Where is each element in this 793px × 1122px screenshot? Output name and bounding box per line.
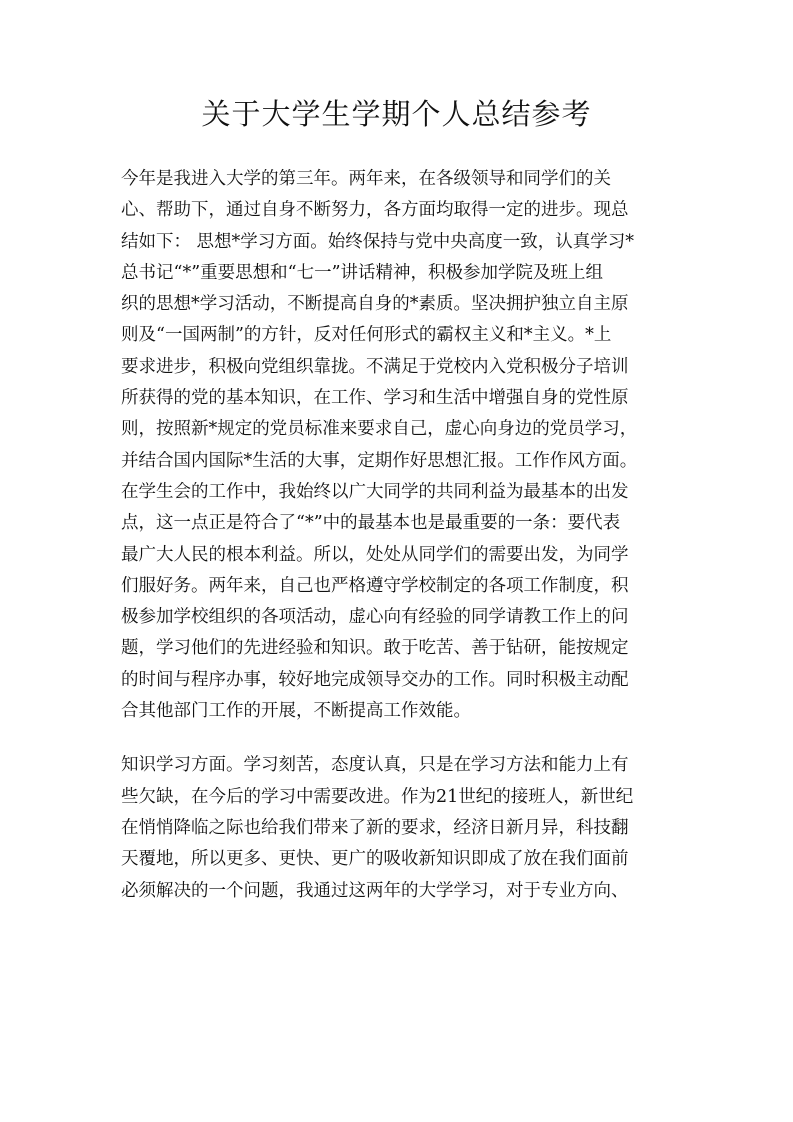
text-line: 在悄悄降临之际也给我们带来了新的要求，经济日新月异，科技翻 — [121, 817, 629, 838]
text-line: 必须解决的一个问题，我通过这两年的大学学习，对于专业方向、 — [121, 880, 629, 901]
text-line: 知识学习方面。学习刻苦，态度认真，只是在学习方法和能力上有 — [121, 755, 629, 776]
text-line: 则，按照新*规定的党员标准来要求自己，虚心向身边的党员学习， — [121, 419, 638, 440]
text-line: 结如下： 思想*学习方面。始终保持与党中央高度一致，认真学习* — [121, 231, 635, 252]
text-line: 极参加学校组织的各项活动，虚心向有经验的同学请教工作上的问 — [121, 607, 629, 628]
text-line: 们服好务。两年来，自己也严格遵守学校制定的各项工作制度，积 — [121, 575, 629, 596]
text-line: 天覆地，所以更多、更快、更广的吸收新知识即成了放在我们面前 — [121, 849, 629, 870]
text-line: 并结合国内国际*生活的大事，定期作好思想汇报。工作作风方面。 — [121, 450, 638, 471]
text-line: 题，学习他们的先进经验和知识。敢于吃苦、善于钻研，能按规定 — [121, 638, 629, 659]
paragraph-gap — [121, 727, 681, 750]
paragraph-2 — [121, 750, 681, 906]
text-line: 些欠缺，在今后的学习中需要改进。作为21世纪的接班人，新世纪 — [121, 786, 634, 807]
text-line: 今年是我进入大学的第三年。两年来，在各级领导和同学们的关 — [121, 169, 611, 189]
text-line: 的时间与程序办事，较好地完成领导交办的工作。同时积极主动配 — [121, 669, 629, 690]
document-body — [121, 164, 681, 907]
text-line: 在学生会的工作中，我始终以广大同学的共同利益为最基本的出发 — [121, 481, 629, 502]
document-title: 关于大学生学期个人总结参考 — [201, 97, 592, 131]
text-line: 合其他部门工作的开展，不断提高工作效能。 — [121, 701, 471, 722]
text-line: 心、帮助下，通过自身不断努力，各方面均取得一定的进步。现总 — [121, 200, 629, 221]
text-line: 则及“一国两制”的方针，反对任何形式的霸权主义和*主义。*上 — [121, 325, 612, 346]
text-line: 最广大人民的根本利益。所以，处处从同学们的需要出发，为同学 — [121, 544, 629, 565]
paragraph-1 — [121, 164, 681, 727]
text-line: 总书记“*”重要思想和“七一”讲话精神，积极参加学院及班上组 — [121, 262, 604, 283]
text-line: 织的思想*学习活动，不断提高自身的*素质。坚决拥护独立自主原 — [121, 294, 629, 315]
text-line: 点，这一点正是符合了“*”中的最基本也是最重要的一条：要代表 — [121, 513, 621, 534]
text-line: 要求进步，积极向党组织靠拢。不满足于党校内入党积极分子培训 — [121, 356, 629, 377]
text-line: 所获得的党的基本知识，在工作、学习和生活中增强自身的党性原 — [121, 388, 629, 409]
